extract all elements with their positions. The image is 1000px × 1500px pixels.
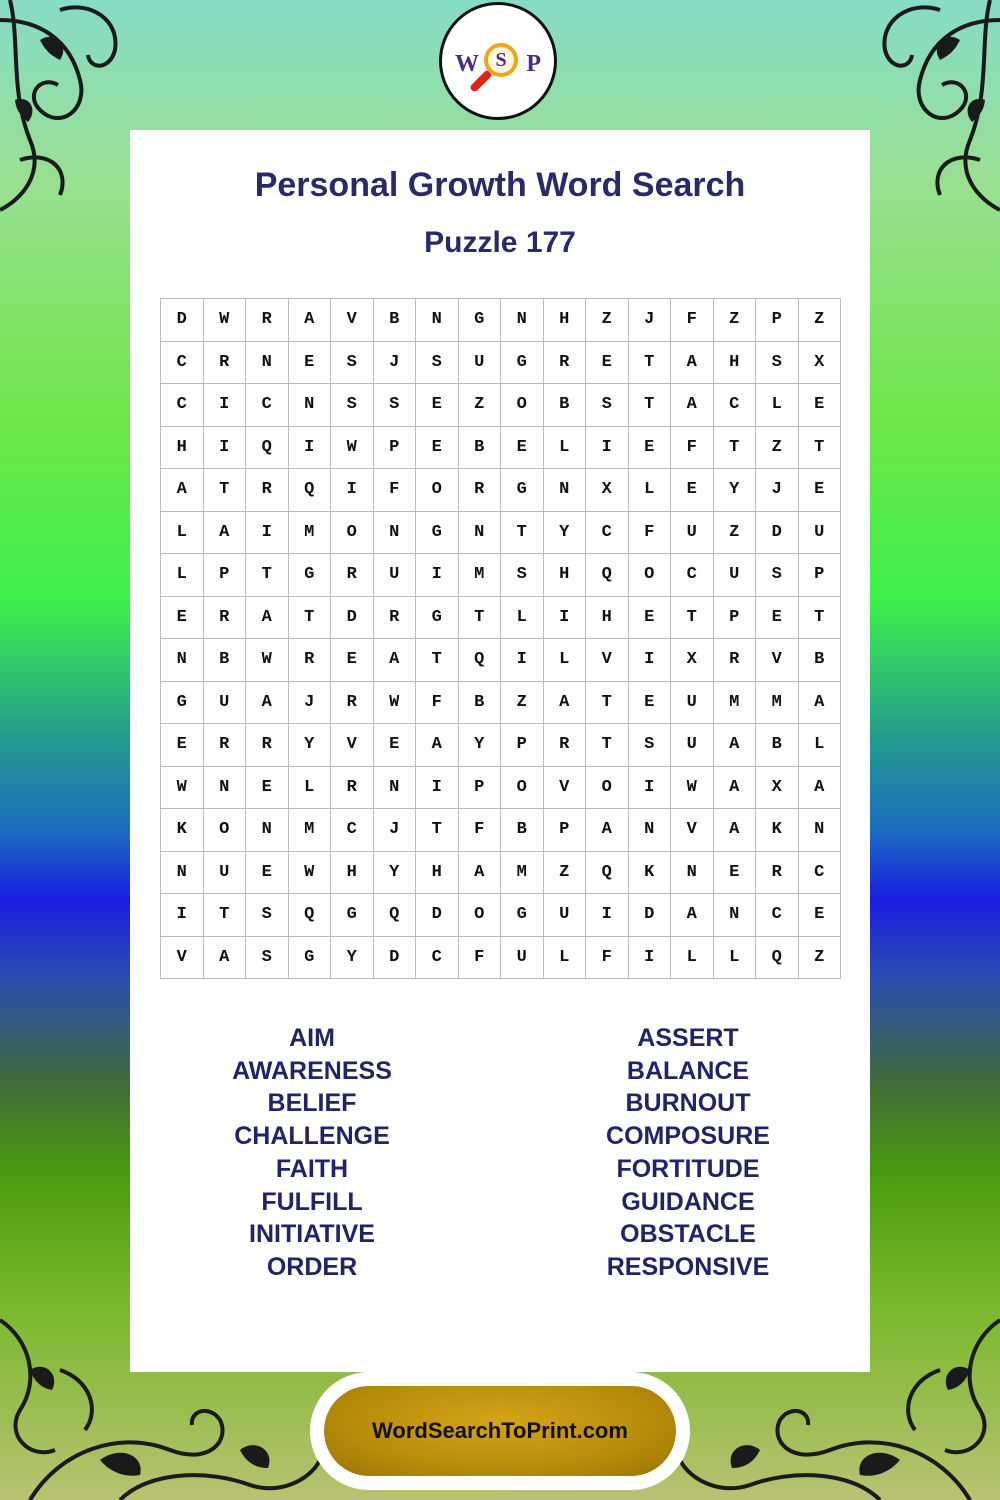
grid-cell: N xyxy=(246,342,289,385)
grid-cell: U xyxy=(671,724,714,767)
grid-cell: G xyxy=(416,512,459,555)
grid-cell: G xyxy=(289,937,332,980)
grid-cell: I xyxy=(161,894,204,937)
grid-cell: A xyxy=(246,682,289,725)
grid-cell: R xyxy=(204,342,247,385)
grid-cell: X xyxy=(586,469,629,512)
grid-cell: S xyxy=(331,342,374,385)
grid-cell: E xyxy=(246,767,289,810)
grid-cell: Q xyxy=(374,894,417,937)
grid-cell: E xyxy=(756,597,799,640)
grid-cell: N xyxy=(161,639,204,682)
grid-cell: F xyxy=(671,299,714,342)
grid-cell: X xyxy=(671,639,714,682)
grid-cell: F xyxy=(586,937,629,980)
grid-cell: T xyxy=(246,554,289,597)
grid-cell: J xyxy=(374,809,417,852)
grid-cell: T xyxy=(671,597,714,640)
grid-cell: H xyxy=(586,597,629,640)
grid-cell: L xyxy=(544,937,587,980)
grid-cell: S xyxy=(586,384,629,427)
grid-cell: M xyxy=(459,554,502,597)
grid-cell: A xyxy=(671,384,714,427)
word-list-item: OBSTACLE xyxy=(620,1220,756,1249)
grid-cell: J xyxy=(629,299,672,342)
grid-cell: I xyxy=(416,767,459,810)
grid-cell: R xyxy=(374,597,417,640)
grid-cell: Z xyxy=(459,384,502,427)
word-list-item: BALANCE xyxy=(626,1056,750,1085)
grid-cell: U xyxy=(671,682,714,725)
grid-cell: S xyxy=(331,384,374,427)
grid-cell: I xyxy=(629,639,672,682)
grid-cell: N xyxy=(374,512,417,555)
letter-grid xyxy=(160,298,841,979)
grid-cell: J xyxy=(289,682,332,725)
grid-cell: R xyxy=(756,852,799,895)
grid-cell: F xyxy=(459,809,502,852)
word-list-item: ASSERT xyxy=(637,1024,739,1052)
grid-cell: E xyxy=(629,597,672,640)
grid-cell: P xyxy=(374,427,417,470)
grid-cell: Q xyxy=(756,937,799,980)
word-list-item: INITIATIVE xyxy=(249,1220,375,1249)
grid-cell: B xyxy=(501,809,544,852)
grid-cell: U xyxy=(799,512,842,555)
grid-cell: Z xyxy=(799,937,842,980)
grid-cell: U xyxy=(204,852,247,895)
grid-cell: P xyxy=(544,809,587,852)
grid-cell: V xyxy=(161,937,204,980)
grid-cell: R xyxy=(204,597,247,640)
grid-cell: D xyxy=(756,512,799,555)
grid-cell: W xyxy=(331,427,374,470)
grid-cell: M xyxy=(756,682,799,725)
grid-cell: T xyxy=(714,427,757,470)
grid-cell: S xyxy=(756,342,799,385)
grid-cell: A xyxy=(246,597,289,640)
grid-cell: E xyxy=(629,682,672,725)
grid-cell: B xyxy=(544,384,587,427)
grid-cell: T xyxy=(204,894,247,937)
grid-cell: B xyxy=(799,639,842,682)
grid-cell: P xyxy=(204,554,247,597)
site-logo[interactable] xyxy=(439,2,557,120)
grid-cell: G xyxy=(416,597,459,640)
grid-cell: A xyxy=(714,724,757,767)
grid-cell: E xyxy=(374,724,417,767)
grid-cell: O xyxy=(501,767,544,810)
grid-cell: T xyxy=(629,384,672,427)
grid-cell: G xyxy=(459,299,502,342)
grid-cell: T xyxy=(501,512,544,555)
grid-cell: D xyxy=(374,937,417,980)
grid-cell: R xyxy=(714,639,757,682)
grid-cell: G xyxy=(331,894,374,937)
grid-cell: Y xyxy=(374,852,417,895)
grid-cell: C xyxy=(416,937,459,980)
grid-cell: I xyxy=(204,384,247,427)
grid-cell: D xyxy=(161,299,204,342)
grid-cell: B xyxy=(204,639,247,682)
grid-cell: N xyxy=(714,894,757,937)
grid-cell: Y xyxy=(714,469,757,512)
grid-cell: Y xyxy=(544,512,587,555)
grid-cell: S xyxy=(756,554,799,597)
grid-cell: Q xyxy=(586,852,629,895)
grid-cell: I xyxy=(629,767,672,810)
grid-cell: T xyxy=(586,682,629,725)
grid-cell: C xyxy=(756,894,799,937)
grid-cell: E xyxy=(246,852,289,895)
grid-cell: N xyxy=(374,767,417,810)
grid-cell: Q xyxy=(459,639,502,682)
grid-cell: Q xyxy=(289,894,332,937)
grid-cell: N xyxy=(416,299,459,342)
grid-cell: I xyxy=(544,597,587,640)
grid-cell: L xyxy=(629,469,672,512)
grid-cell: A xyxy=(799,767,842,810)
grid-cell: F xyxy=(459,937,502,980)
grid-cell: A xyxy=(374,639,417,682)
grid-cell: E xyxy=(331,639,374,682)
grid-cell: H xyxy=(161,427,204,470)
grid-cell: H xyxy=(714,342,757,385)
grid-cell: O xyxy=(629,554,672,597)
word-list-item: FULFILL xyxy=(261,1187,363,1216)
grid-cell: C xyxy=(671,554,714,597)
grid-cell: T xyxy=(289,597,332,640)
grid-cell: G xyxy=(501,342,544,385)
grid-cell: N xyxy=(459,512,502,555)
grid-cell: E xyxy=(416,427,459,470)
word-list-left xyxy=(162,1022,462,1284)
grid-cell: L xyxy=(289,767,332,810)
grid-cell: R xyxy=(459,469,502,512)
grid-cell: N xyxy=(501,299,544,342)
grid-cell: V xyxy=(756,639,799,682)
word-list-item: COMPOSURE xyxy=(606,1122,770,1151)
grid-cell: G xyxy=(289,554,332,597)
grid-cell: I xyxy=(204,427,247,470)
grid-cell: E xyxy=(501,427,544,470)
grid-cell: Y xyxy=(331,937,374,980)
grid-cell: L xyxy=(799,724,842,767)
grid-cell: S xyxy=(246,894,289,937)
grid-cell: V xyxy=(331,724,374,767)
grid-cell: A xyxy=(714,767,757,810)
grid-cell: I xyxy=(586,427,629,470)
grid-cell: E xyxy=(416,384,459,427)
grid-cell: Z xyxy=(714,512,757,555)
grid-cell: F xyxy=(671,427,714,470)
grid-cell: Y xyxy=(459,724,502,767)
grid-cell: U xyxy=(714,554,757,597)
word-list-item: GUIDANCE xyxy=(621,1187,755,1216)
grid-cell: O xyxy=(331,512,374,555)
grid-cell: C xyxy=(161,342,204,385)
grid-cell: I xyxy=(289,427,332,470)
word-list-item: ORDER xyxy=(266,1252,358,1281)
grid-cell: N xyxy=(204,767,247,810)
grid-cell: I xyxy=(331,469,374,512)
puzzle-number: Puzzle 177 xyxy=(424,226,576,259)
grid-cell: T xyxy=(459,597,502,640)
grid-cell: T xyxy=(204,469,247,512)
grid-cell: M xyxy=(289,512,332,555)
grid-cell: O xyxy=(416,469,459,512)
grid-cell: T xyxy=(416,809,459,852)
grid-cell: Z xyxy=(756,427,799,470)
grid-cell: K xyxy=(629,852,672,895)
grid-cell: W xyxy=(671,767,714,810)
grid-cell: H xyxy=(544,554,587,597)
grid-cell: L xyxy=(161,554,204,597)
grid-cell: A xyxy=(161,469,204,512)
grid-cell: R xyxy=(331,767,374,810)
grid-cell: D xyxy=(416,894,459,937)
grid-cell: E xyxy=(161,597,204,640)
grid-cell: A xyxy=(671,894,714,937)
grid-cell: T xyxy=(799,427,842,470)
grid-cell: I xyxy=(586,894,629,937)
grid-cell: U xyxy=(501,937,544,980)
grid-cell: J xyxy=(374,342,417,385)
grid-cell: N xyxy=(544,469,587,512)
grid-cell: C xyxy=(799,852,842,895)
grid-cell: T xyxy=(629,342,672,385)
grid-cell: E xyxy=(799,894,842,937)
grid-cell: H xyxy=(416,852,459,895)
footer-badge xyxy=(310,1372,690,1490)
grid-cell: L xyxy=(544,427,587,470)
grid-cell: U xyxy=(544,894,587,937)
grid-cell: I xyxy=(416,554,459,597)
grid-cell: F xyxy=(416,682,459,725)
word-list-item: FAITH xyxy=(275,1154,349,1183)
grid-cell: P xyxy=(799,554,842,597)
grid-cell: Y xyxy=(289,724,332,767)
grid-cell: E xyxy=(586,342,629,385)
grid-cell: Z xyxy=(586,299,629,342)
grid-cell: M xyxy=(289,809,332,852)
grid-cell: V xyxy=(671,809,714,852)
grid-cell: N xyxy=(289,384,332,427)
grid-cell: O xyxy=(459,894,502,937)
grid-cell: L xyxy=(161,512,204,555)
grid-cell: C xyxy=(161,384,204,427)
grid-cell: F xyxy=(629,512,672,555)
grid-cell: A xyxy=(289,299,332,342)
grid-cell: D xyxy=(331,597,374,640)
grid-cell: A xyxy=(671,342,714,385)
grid-cell: R xyxy=(204,724,247,767)
grid-cell: Z xyxy=(799,299,842,342)
grid-cell: L xyxy=(671,937,714,980)
grid-cell: L xyxy=(756,384,799,427)
grid-cell: W xyxy=(161,767,204,810)
grid-cell: R xyxy=(544,342,587,385)
word-list-item: RESPONSIVE xyxy=(606,1252,770,1281)
grid-cell: A xyxy=(586,809,629,852)
grid-cell: Q xyxy=(289,469,332,512)
site-link[interactable]: WordSearchToPrint.com xyxy=(324,1386,676,1476)
grid-cell: Z xyxy=(544,852,587,895)
grid-cell: N xyxy=(799,809,842,852)
grid-cell: N xyxy=(246,809,289,852)
grid-cell: X xyxy=(799,342,842,385)
grid-cell: R xyxy=(331,554,374,597)
grid-cell: N xyxy=(629,809,672,852)
grid-cell: L xyxy=(501,597,544,640)
word-list-item: CHALLENGE xyxy=(234,1122,390,1151)
grid-cell: V xyxy=(544,767,587,810)
grid-cell: Z xyxy=(714,299,757,342)
grid-cell: D xyxy=(629,894,672,937)
grid-cell: A xyxy=(204,937,247,980)
grid-cell: C xyxy=(586,512,629,555)
grid-cell: L xyxy=(714,937,757,980)
grid-cell: C xyxy=(331,809,374,852)
grid-cell: A xyxy=(459,852,502,895)
grid-cell: A xyxy=(799,682,842,725)
grid-cell: W xyxy=(289,852,332,895)
grid-cell: S xyxy=(246,937,289,980)
grid-cell: W xyxy=(374,682,417,725)
word-list-item: AWARENESS xyxy=(232,1056,392,1085)
grid-cell: A xyxy=(714,809,757,852)
grid-cell: B xyxy=(459,427,502,470)
ornament-top-right-icon xyxy=(860,0,1000,220)
grid-cell: S xyxy=(629,724,672,767)
grid-cell: I xyxy=(246,512,289,555)
word-list-item: FORTITUDE xyxy=(616,1154,760,1183)
grid-cell: R xyxy=(544,724,587,767)
grid-cell: R xyxy=(246,469,289,512)
grid-cell: H xyxy=(331,852,374,895)
grid-cell: B xyxy=(459,682,502,725)
grid-cell: U xyxy=(671,512,714,555)
grid-cell: S xyxy=(374,384,417,427)
word-list-right xyxy=(538,1022,838,1284)
grid-cell: C xyxy=(714,384,757,427)
grid-cell: T xyxy=(586,724,629,767)
grid-cell: E xyxy=(671,469,714,512)
grid-cell: T xyxy=(416,639,459,682)
grid-cell: S xyxy=(416,342,459,385)
grid-cell: G xyxy=(501,469,544,512)
grid-cell: J xyxy=(756,469,799,512)
grid-cell: Z xyxy=(501,682,544,725)
grid-cell: E xyxy=(799,469,842,512)
grid-cell: A xyxy=(416,724,459,767)
grid-cell: G xyxy=(161,682,204,725)
grid-cell: C xyxy=(246,384,289,427)
grid-cell: N xyxy=(161,852,204,895)
grid-cell: E xyxy=(799,384,842,427)
grid-cell: E xyxy=(161,724,204,767)
grid-cell: P xyxy=(459,767,502,810)
grid-cell: T xyxy=(799,597,842,640)
grid-cell: A xyxy=(544,682,587,725)
grid-cell: F xyxy=(374,469,417,512)
grid-cell: E xyxy=(629,427,672,470)
grid-cell: O xyxy=(586,767,629,810)
grid-cell: I xyxy=(629,937,672,980)
logo-letter-w: W xyxy=(455,51,479,77)
grid-cell: P xyxy=(501,724,544,767)
grid-cell: A xyxy=(204,512,247,555)
grid-cell: G xyxy=(501,894,544,937)
grid-cell: W xyxy=(246,639,289,682)
grid-cell: V xyxy=(586,639,629,682)
grid-cell: R xyxy=(331,682,374,725)
grid-cell: M xyxy=(501,852,544,895)
word-list-item: BURNOUT xyxy=(625,1089,751,1118)
puzzle-sheet xyxy=(130,130,870,1372)
grid-cell: Q xyxy=(586,554,629,597)
grid-cell: L xyxy=(544,639,587,682)
grid-cell: E xyxy=(714,852,757,895)
grid-cell: P xyxy=(756,299,799,342)
grid-cell: B xyxy=(756,724,799,767)
word-list-item: AIM xyxy=(289,1024,335,1052)
grid-cell: U xyxy=(374,554,417,597)
grid-cell: H xyxy=(544,299,587,342)
ornament-top-left-icon xyxy=(0,0,140,220)
grid-cell: I xyxy=(501,639,544,682)
grid-cell: O xyxy=(204,809,247,852)
grid-cell: O xyxy=(501,384,544,427)
page-title: Personal Growth Word Search xyxy=(254,166,746,204)
grid-cell: U xyxy=(204,682,247,725)
grid-cell: B xyxy=(374,299,417,342)
grid-cell: U xyxy=(459,342,502,385)
grid-cell: S xyxy=(501,554,544,597)
grid-cell: R xyxy=(289,639,332,682)
grid-cell: R xyxy=(246,299,289,342)
grid-cell: X xyxy=(756,767,799,810)
magnifier-icon: S xyxy=(484,43,518,77)
logo-letter-p: P xyxy=(526,51,541,77)
grid-cell: M xyxy=(714,682,757,725)
word-list-item: BELIEF xyxy=(267,1089,357,1118)
grid-cell: E xyxy=(289,342,332,385)
grid-cell: K xyxy=(161,809,204,852)
grid-cell: W xyxy=(204,299,247,342)
grid-cell: V xyxy=(331,299,374,342)
grid-cell: N xyxy=(671,852,714,895)
grid-cell: K xyxy=(756,809,799,852)
grid-cell: R xyxy=(246,724,289,767)
grid-cell: Q xyxy=(246,427,289,470)
grid-cell: P xyxy=(714,597,757,640)
